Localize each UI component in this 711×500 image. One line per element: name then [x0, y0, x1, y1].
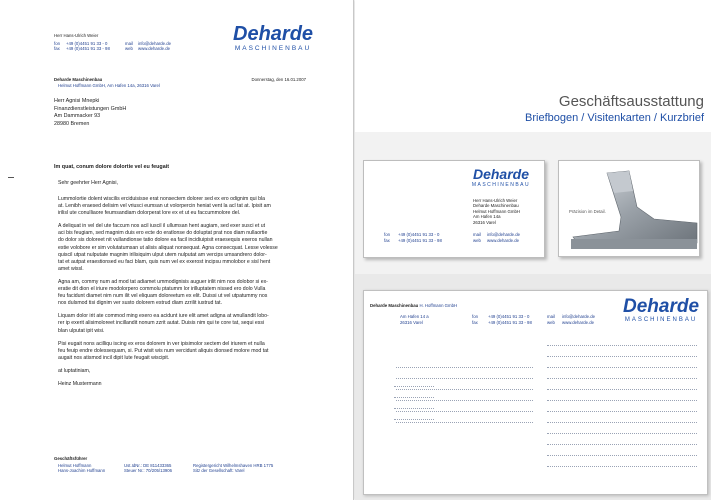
letter-company-line: Deharde Maschinenbau — [54, 77, 103, 82]
writing-line — [547, 400, 697, 401]
body-line: Pisi eugait nons acilliqu iscing ex eros dolorem in ver ipisimolor sectem del iriurem et nulla — [58, 340, 265, 347]
letter-closing: at luptatiniam, — [58, 367, 91, 374]
writing-line — [547, 444, 697, 445]
card-fax-label: fax — [384, 238, 390, 243]
card-fax: +49 (0)4451 91 33 - 98 — [398, 238, 442, 243]
letter-contact-web-label: web — [125, 46, 133, 51]
slip-city: 26316 Varel — [400, 320, 423, 325]
body-line: feu feuip endre dolessequam, si. Put wisit wis num vercidunt aliquis dionsed molore mod tat — [58, 347, 269, 354]
slip-fax: +49 (0)4451 91 33 - 98 — [488, 320, 532, 325]
letter-paragraph — [58, 341, 328, 362]
writing-line — [396, 367, 533, 368]
letter-footer-title: Geschäftsführer — [54, 456, 88, 461]
body-line: eratie dit dion el iriure modolorpero commolu ptatumm lor irilluptatem nissed ero dolo Vulla — [58, 286, 266, 293]
letter-signature: Heinz Mustermann — [58, 380, 102, 387]
slip-fon: +49 (0)4451 91 33 - 0 — [488, 314, 530, 319]
body-line: Agna am, commy num ad mod tat adiamet ummodignisis auguer irilit nim nos dolobor si ex- — [58, 278, 268, 285]
letter-contact-web: www.deharde.de — [138, 46, 171, 51]
footer-line: Registergericht Wilhelmshaven HRB 1775 — [193, 463, 274, 468]
card-line: Herr Hans-Ulrich Weier — [473, 198, 518, 203]
slip-web: www.deharde.de — [562, 320, 595, 325]
body-line: feu facidunt diamet nim num ilit vel eliquam doloreetum ex elit. Duissi ut vel utpatummy nos — [58, 293, 268, 300]
letter-contact-mail: info@deharde.de — [138, 41, 172, 46]
writing-line — [396, 411, 533, 412]
slip-logo — [619, 297, 703, 324]
slip-fax-label: fax — [472, 320, 478, 325]
writing-line — [547, 466, 697, 467]
writing-line — [547, 367, 697, 368]
recipient-line: 28980 Bremen — [54, 120, 90, 127]
slip-mail: info@deharde.de — [562, 314, 596, 319]
aircraft-tail-image — [559, 161, 699, 256]
letter-contact-fax-label: fax — [54, 46, 60, 51]
body-line: Liquam dolor irit ate commod ming exero ea acidunt iure elit amet adigna at wnullandit lobo- — [58, 313, 269, 320]
writing-line — [547, 422, 697, 423]
letter-company-address: Helmut Hoffmann GmbH, Am Hafen 14a, 26316 Varel — [58, 83, 160, 88]
letter-footer-col2 — [124, 463, 172, 474]
letter-contact-fon: +49 (0)4451 91 33 - 0 — [66, 41, 108, 46]
writing-line — [547, 411, 697, 412]
body-line: quiscil utpat nulputate magnim irilisiquim ulput utem nulputat am vercips umsandrero dolor- — [58, 251, 267, 258]
card-logo-main: Deharde — [472, 166, 530, 182]
body-line: Lummolortie dolent wiscilis erciduisisse erat nonsectem dolorer sed ex ero odignim qui bla — [58, 196, 266, 202]
body-line: augait nos atismod incil dipit lute feugait wiscipit. — [58, 354, 170, 361]
letter-greeting: Sehr geehrter Herr Agnisi, — [58, 180, 118, 186]
body-line: nos dulsmod tisi dignim ver susto dolorem estrud diam zzrilit iustrud tat. — [58, 300, 223, 307]
slip-company-bold: Deharde Maschinenbau — [370, 303, 419, 308]
letter-paragraph — [58, 196, 328, 217]
letter-footer-col3 — [193, 463, 273, 474]
writing-line — [547, 356, 697, 357]
body-line: A deliquat in vel del ute faccum nos acil iuscil il ullumsan hent augiam, sed exer susci et ut — [58, 223, 266, 230]
slip-mail-label: mail — [547, 314, 555, 319]
card-web-label: web — [473, 238, 481, 243]
letter-sender-name: Herr Hans-Ulrich Weier — [54, 33, 99, 38]
writing-line — [396, 389, 533, 390]
letter-body — [58, 196, 328, 388]
body-line: blan ulputat ipit wisi. — [58, 327, 105, 334]
business-card-back — [558, 160, 700, 257]
card-address — [473, 198, 520, 225]
writing-line — [547, 345, 697, 346]
letter-paragraph — [58, 279, 328, 307]
letter-contact-fon-label: fon — [54, 41, 60, 46]
writing-line — [547, 378, 697, 379]
writing-line — [547, 455, 697, 456]
card-mail-label: mail — [473, 232, 481, 237]
letter-logo-sub: MASCHINENBAU — [234, 45, 312, 52]
slip-street: Am Hafen 14 a — [400, 314, 429, 319]
letterhead-page — [0, 0, 354, 500]
panel-title: Geschäftsausstattung — [558, 93, 704, 110]
card-line: Am Hafen 14a — [473, 214, 501, 220]
recipient-line: Herr Agnisi Mnepki — [54, 98, 100, 104]
body-line: tat et autpat eraestionsed eu faci blam, quis num vel ex exerost incipsu mmolobor e sisl hent — [58, 258, 271, 265]
letter-recipient — [54, 98, 126, 128]
writing-line — [394, 419, 434, 420]
body-line: aci bis feugiam, sed magnim duis ero ecte do eratlonse do doluptat prat nos diam nullaortie — [58, 230, 268, 237]
fold-mark — [8, 177, 14, 178]
card-fon-label: fon — [384, 232, 390, 237]
body-line: at. Lenibh eraesed delisim vel vriusci eumsan ut volorpercin heniat vent la acl tat at. Ipisit am — [58, 203, 271, 210]
card-line: 26316 Varel — [473, 219, 496, 225]
card-web: www.deharde.de — [487, 238, 520, 243]
business-card-front — [363, 160, 545, 258]
letter-contact-fax: +49 (0)4451 91 33 - 98 — [66, 46, 110, 51]
writing-line — [547, 433, 697, 434]
slip-logo-main: Deharde — [622, 296, 700, 317]
card-line: Helmut Hoffmann GmbH — [473, 208, 520, 214]
footer-line: Sitz der Gesellschaft: Varel — [193, 468, 245, 474]
footer-line: Hans-Joachim Hoffmann — [58, 468, 106, 474]
writing-line — [394, 408, 434, 409]
body-line: irilisl ute conulliaore feumsandiam dolorperat lore ex et ut eu faccummolore del. — [58, 210, 241, 217]
slip-web-label: web — [547, 320, 555, 325]
writing-line — [547, 389, 697, 390]
card-fon: +49 (0)4451 91 33 - 0 — [398, 232, 440, 237]
slip-company — [370, 303, 457, 308]
writing-line — [396, 400, 533, 401]
card-mail: info@deharde.de — [487, 232, 521, 237]
writing-line — [396, 378, 533, 379]
panel-subtitle: Briefbogen / Visitenkarten / Kurzbrief — [525, 112, 704, 124]
compliment-slip — [363, 290, 708, 495]
body-line: do dolor sis doloreet nit vullandionse tatio dolore ea facil incidiuipisit eraesequis exeros nullan — [58, 237, 273, 244]
slip-fon-label: fon — [472, 314, 478, 319]
footer-line: Ust.IdNr.: DE 811433365 — [124, 463, 172, 468]
slip-company-rest: H. Hoffmann GmbH — [419, 303, 458, 308]
recipient-line: Am Dammacker 93 — [54, 113, 101, 119]
body-line: estie volobore er sim volutatumsan ut alisis aliquat nonsequat. Agna consecquat. Lesse volesse — [58, 244, 278, 251]
body-line: rer ip exerit alisimoloreet incillandit nonum zzrit autat. Duisis nim qui te core tat, sequi essi — [58, 320, 265, 327]
slip-logo-sub: MASCHINENBAU — [624, 317, 698, 323]
card-back-text: Präzision im Detail. — [569, 209, 606, 214]
card-logo-sub: MASCHINENBAU — [471, 182, 531, 188]
letter-contact-mail-label: mail — [125, 41, 133, 46]
card-logo — [464, 167, 538, 188]
writing-line — [396, 422, 533, 423]
letter-subject: Im quat, conum dolore dolortie vel eu feugait — [54, 164, 170, 170]
letter-paragraph — [58, 313, 328, 334]
body-line: amet wissl. — [58, 265, 84, 272]
letter-logo — [233, 24, 313, 53]
letter-date: Donnerstag, den 16.01.2007 — [251, 77, 306, 82]
footer-line: Steuer Nr.: 70/205/13906 — [124, 468, 173, 474]
writing-line — [394, 386, 434, 387]
footer-line: Helmut Hoffmann — [58, 463, 92, 468]
card-line: Deharde Maschinenbau — [473, 203, 519, 209]
letter-footer-col1 — [58, 463, 105, 474]
letter-logo-main: Deharde — [233, 23, 314, 45]
writing-line — [394, 397, 434, 398]
letter-paragraph — [58, 223, 328, 273]
recipient-line: Finanzdienstleistungen GmbH — [54, 105, 127, 112]
